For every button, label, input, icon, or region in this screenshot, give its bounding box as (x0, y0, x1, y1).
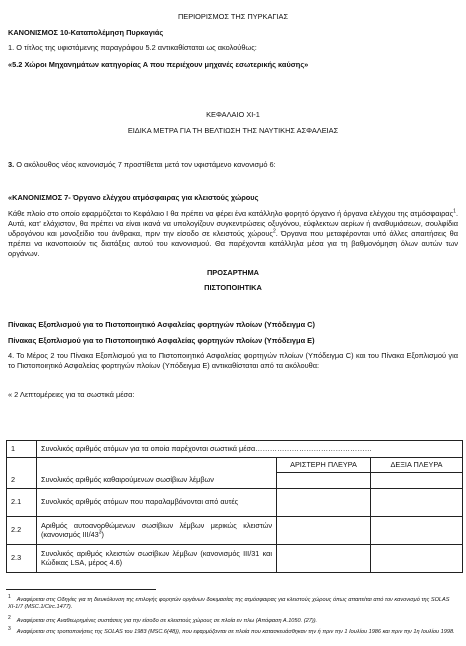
row-text: Συνολικός αριθμός κλειστών σωσίβιων λέμβων (κανονισμός III/31 και Κώδικας LSA, μέρος 4.6) (37, 544, 277, 572)
paragraph-3-number: 3. (8, 160, 15, 169)
row-text: Συνολικός αριθμός ατόμων που παραλαμβάνονται από αυτές (37, 488, 277, 516)
table-row (7, 441, 463, 458)
row-number: 2 (7, 472, 37, 488)
row-number: 2.1 (7, 488, 37, 516)
appendix-subtitle: ΠΙΣΤΟΠΟΙΗΤΙΚΑ (204, 283, 262, 292)
footnote-number: 2 (8, 615, 11, 621)
lifesaving-table (6, 440, 463, 573)
rule10-paragraph-1: 1. Ο τίτλος της υφιστάμενης παραγράφου 5.2 αντικαθίσταται ως ακολούθως: (8, 43, 257, 52)
column-right-side: ΔΕΞΙΑ ΠΛΕΥΡΑ (371, 458, 463, 473)
footnote-ref-2: 2 (273, 228, 276, 235)
column-left-side: ΑΡΙΣΤΕΡΗ ΠΛΕΥΡΑ (277, 458, 371, 473)
equipment-list-e: Πίνακας Εξοπλισμού για το Πιστοποιητικό Ασφαλείας φορτηγών πλοίων (Υπόδειγμα E) (8, 336, 315, 345)
footnote-ref-1: 1 (453, 208, 456, 215)
row-text-end: ) (101, 530, 104, 540)
chapter-title: ΚΕΦΑΛΑΙΟ XI-1 (206, 110, 260, 119)
footnote-text: Αναφέρεται στις Αναθεωρημένες συστάσεις για την είσοδο σε κλειστούς χώρους σε πλοία εν πλω (Απόφαση Α.1050. (27)). (16, 617, 318, 624)
footnote-text: Αναφέρεται στις τροποποιήσεις της SOLAS του 1983 (MSC.6(48)), που εφαρμόζονται σε πλοία που κατασκευάσθηκαν την ή πριν την 1 Ιουλίου 1986 και πριν την 1η Ιουλίου 1998. (16, 628, 455, 635)
row-text: Συνολικός αριθμός καθαιρούμενων σωσίβιων λέμβων (37, 472, 277, 488)
footnote-number: 1 (8, 594, 11, 600)
footnote-number: 3 (8, 626, 11, 632)
row-number: 1 (7, 441, 37, 458)
rule7-body-part-b: . Αυτά, κατ' ελάχιστον, θα πρέπει να είναι ικανά να υπολογίζουν συγκεντρώσεις οξυγόνου, εύφλεκτων αερίων ή αναθυμιάσεων, σουλφίδια υδρογόνου και μονοξείδιο του άνθρακα, πριν την είσοδο σε κλειστούς χώρους (8, 209, 458, 238)
table-row (7, 516, 463, 544)
row-text-main: Αριθμός αυτοανορθώμενων σωσίβιων λέμβων μερικώς κλειστών (κανονισμός III/43 (41, 520, 272, 540)
rule10-title: ΚΑΝΟΝΙΣΜΟΣ 10-Καταπολέμηση Πυρκαγιάς (8, 28, 164, 37)
footnote-separator (6, 589, 156, 590)
equipment-list-c: Πίνακας Εξοπλισμού για το Πιστοποιητικό Ασφαλείας φορτηγών πλοίων (Υπόδειγμα C) (8, 320, 315, 329)
table-row (7, 472, 463, 488)
rule7-title: «ΚΑΝΟΝΙΣΜΟΣ 7- Όργανο ελέγχου ατμόσφαιρας για κλειστούς χώρους (8, 193, 259, 202)
chapter-subtitle: ΕΙΔΙΚΑ ΜΕΤΡΑ ΓΙΑ ΤΗ ΒΕΛΤΙΩΣΗ ΤΗΣ ΝΑΥΤΙΚΗΣ ΑΣΦΑΛΕΙΑΣ (127, 126, 339, 135)
section-heading: ΠΕΡΙΟΡΙΣΜΟΣ ΤΗΣ ΠΥΡΚΑΓΙΑΣ (177, 12, 289, 21)
footnote-text: Αναφέρεται στις Οδηγίες για τη διευκόλυνση της επιλογής φορητών οργάνων δοκιμασίας της ατμόσφαιρας για κλειστούς χώρους όπως απαιτείται από τον κανονισμό της SOLAS XI-1/7 (MSC.1/Circ.1477). (8, 596, 450, 611)
footnote (8, 615, 458, 625)
row-text (37, 516, 277, 544)
row-text: Συνολικός αριθμός ατόμων για τα οποία παρέχονται σωστικά μέσα………………………………………… (37, 441, 463, 458)
table-row (7, 488, 463, 516)
footnote-ref-3: 3 (98, 529, 102, 536)
rule10-paragraph-2: «5.2 Χώροι Μηχανημάτων κατηγορίας Α που περιέχουν μηχανές εσωτερικής καύσης» (8, 60, 309, 69)
appendix-title: ΠΡΟΣΑΡΤΗΜΑ (206, 268, 260, 277)
table-header-row (7, 458, 463, 473)
table-row (7, 544, 463, 572)
row-number: 2.2 (7, 516, 37, 544)
footnote (8, 594, 458, 611)
paragraph-3 (8, 160, 458, 170)
rule7-body (8, 209, 458, 259)
footnote (8, 626, 458, 636)
rule7-body-part-a: Κάθε πλοίο στο οποίο εφαρμόζεται το Κεφάλαιο Ι θα πρέπει να φέρει ένα κατάλληλο φορητό όργανο ή όργανα ελέγχου της ατμόσφαιρας (8, 209, 454, 218)
paragraph-4: 4. Το Μέρος 2 του Πίνακα Εξοπλισμού για το Πιστοποιητικό Ασφαλείας φορτηγών πλοίων (Υπόδειγμα C) και του Πίνακα Εξοπλισμού για το Πιστοποιητικό Ασφαλείας φορτηγών πλοίων (Υπόδειγμα Ε) αντικαθίσταται από τα ακόλουθα: (8, 351, 458, 370)
paragraph-3-text: Ο ακόλουθος νέος κανονισμός 7 προστίθεται μετά τον υφιστάμενο κανονισμό 6: (14, 160, 276, 169)
rule7-body-part-c: . Όργανα που μεταφέρονται υπό άλλες απαιτήσεις θα πρέπει να ικανοποιούν τις διατάξεις αυτού του κανονισμού. Θα παρέχονται κατάλληλα μέσα για τη βαθμονόμηση όλων αυτών των οργάνων. (8, 228, 458, 258)
paragraph-4-sub: « 2 Λεπτομέρειες για τα σωστικά μέσα: (8, 390, 135, 399)
row-number: 2.3 (7, 544, 37, 572)
